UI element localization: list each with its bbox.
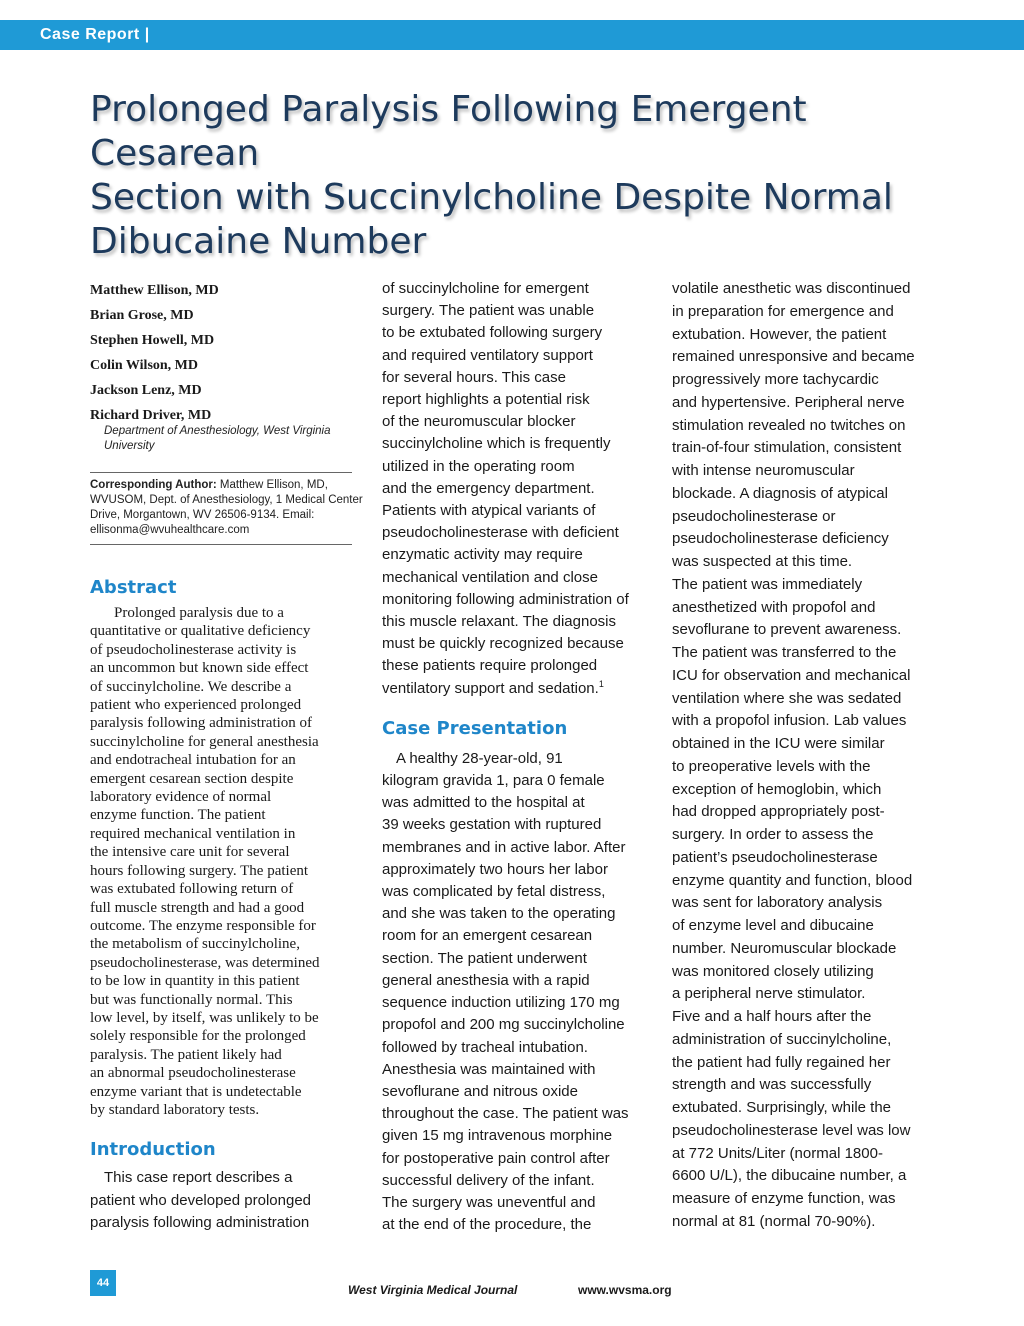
text-line: followed by tracheal intubation. [382, 1038, 588, 1056]
text-line: of succinylcholine for emergent [382, 280, 589, 297]
text-line: kilogram gravida 1, para 0 female [382, 772, 605, 790]
text-line: administration of succinylcholine, [672, 1030, 892, 1048]
text-line: stimulation revealed no twitches on [672, 416, 906, 434]
text-line: quantitative or qualitative deficiency [90, 623, 311, 640]
text-line: mechanical ventilation and close [382, 568, 598, 586]
text-line: required mechanical ventilation in [90, 825, 296, 842]
text-line: patient who developed prolonged [90, 1191, 312, 1209]
text-line: report highlights a potential risk [382, 391, 590, 409]
text-line: was monitored closely utilizing [672, 962, 874, 980]
text-line: and required ventilatory support [382, 346, 593, 364]
text-line: was sent for laboratory analysis [672, 894, 883, 912]
text-line: with intense neuromuscular [672, 462, 855, 479]
corresponding-label: Corresponding Author: [90, 479, 217, 491]
divider [90, 544, 352, 545]
text-line: this muscle relaxant. The diagnosis [382, 613, 617, 631]
text-line: pseudocholinesterase with deficient [382, 524, 619, 542]
text-line: propofol and 200 mg succinylcholine [382, 1016, 625, 1034]
middle-column [382, 278, 652, 1236]
text-line: and the emergency department. [382, 479, 595, 497]
text-line: these patients require prolonged [382, 657, 598, 675]
text-line: number. Neuromuscular blockade [672, 939, 897, 957]
text-line: patient who experienced prolonged [90, 697, 302, 714]
text-line: and endotracheal intubation for an [90, 752, 296, 769]
text-line: volatile anesthetic was discontinued [672, 280, 911, 297]
text-line: ventilation where she was sedated [672, 689, 902, 707]
text-line: 39 weeks gestation with ruptured [382, 816, 602, 834]
case-presentation-heading: Case Presentation [382, 717, 568, 739]
text-line: the metabolism of succinylcholine, [90, 936, 300, 953]
text-line: sevoflurane and nitrous oxide [382, 1082, 578, 1100]
text-line: had dropped appropriately post- [672, 803, 885, 821]
text-line: at the end of the procedure, the [382, 1216, 592, 1234]
text-line: The patient was immediately [672, 575, 863, 593]
text-line: paralysis following administration [90, 1213, 310, 1231]
journal-name: West Virginia Medical Journal [348, 1283, 518, 1297]
text-line: emergent cesarean section despite [90, 770, 294, 787]
text-line: This case report describes a [104, 1169, 293, 1187]
text-line: strength and was successfully [672, 1076, 872, 1094]
text-line: must be quickly recognized because [382, 635, 624, 653]
text-line: Patients with atypical variants of [382, 502, 596, 520]
text-line: succinylcholine which is frequently [382, 435, 611, 453]
text-line: to be extubated following surgery [382, 324, 603, 342]
text-line: surgery. The patient was unable [382, 302, 595, 320]
text-line: for postoperative pain control after [382, 1149, 610, 1167]
text-line: to preoperative levels with the [672, 757, 871, 775]
corresponding-line: Matthew Ellison, MD, [216, 479, 328, 491]
text-line: pseudocholinesterase, was determined [90, 954, 320, 971]
text-line: extubated. Surprisingly, while the [672, 1099, 892, 1116]
text-line: of the neuromuscular blocker [382, 413, 576, 431]
text-line: hours following surgery. The patient [90, 862, 309, 879]
text-line: paralysis. The patient likely had [90, 1046, 282, 1063]
text-line: an abnormal pseudocholinesterase [90, 1065, 296, 1082]
text-line: laboratory evidence of normal [90, 789, 272, 806]
title-line: Prolonged Paralysis Following Emergent Cesarean [90, 89, 807, 174]
text-line: measure of enzyme function, was [672, 1190, 896, 1207]
text-line: enzyme variant that is undetectable [90, 1083, 302, 1100]
text-line: but was functionally normal. This [90, 991, 293, 1008]
text-line: pseudocholinesterase level was low [672, 1121, 911, 1139]
text-line: obtained in the ICU were similar [672, 735, 885, 752]
corresponding-line: Drive, Morgantown, WV 26506-9134. Email: [90, 509, 315, 521]
text-line: given 15 mg intravenous morphine [382, 1127, 613, 1145]
text-line: and she was taken to the operating [382, 905, 616, 923]
title-line: Section with Succinylcholine Despite Normal [90, 177, 893, 218]
text-line: in preparation for emergence and [672, 302, 894, 320]
text-line: successful delivery of the infant. [382, 1171, 595, 1189]
text-line: enzyme quantity and function, blood [672, 871, 913, 889]
text-line: blockade. A diagnosis of atypical [672, 484, 888, 502]
text-line: for several hours. This case [382, 368, 566, 386]
author-list [90, 278, 352, 428]
text-line: pseudocholinesterase deficiency [672, 530, 889, 548]
text-line: 6600 U/L), the dibucaine number, a [672, 1167, 907, 1185]
text-line: and hypertensive. Peripheral nerve [672, 393, 905, 411]
page-number-badge: 44 [90, 1270, 116, 1296]
author-name: Matthew Ellison, MD [90, 283, 219, 298]
text-line: A healthy 28-year-old, 91 [396, 749, 563, 767]
text-line: pseudocholinesterase or [672, 507, 836, 525]
text-line: Prolonged paralysis due to a [114, 605, 284, 621]
author-name: Brian Grose, MD [90, 308, 194, 323]
abstract-body [90, 604, 352, 1119]
section-header-bar [0, 20, 1024, 50]
text-line: at 772 Units/Liter (normal 1800- [672, 1144, 883, 1162]
text-line: solely responsible for the prolonged [90, 1028, 306, 1045]
text-line: to be low in quantity in this patient [90, 973, 300, 990]
abstract-heading: Abstract [90, 577, 177, 598]
text-line: The surgery was uneventful and [382, 1193, 596, 1211]
text-line: was suspected at this time. [672, 553, 853, 570]
text-line: extubation. However, the patient [672, 325, 887, 343]
text-line: remained unresponsive and became [672, 348, 915, 366]
text-line: ICU for observation and mechanical [672, 666, 911, 684]
text-line: throughout the case. The patient was [382, 1105, 629, 1123]
text-line: general anesthesia with a rapid [382, 971, 590, 989]
text-line: of succinylcholine. We describe a [90, 678, 292, 695]
text-line: exception of hemoglobin, which [672, 780, 882, 798]
text-line: enzyme function. The patient [90, 807, 266, 824]
text-line: was extubated following return of [90, 881, 294, 898]
corresponding-email: ellisonma@wvuhealthcare.com [90, 524, 250, 536]
text-line: low level, by itself, was unlikely to be [90, 1009, 319, 1026]
text-line: was complicated by fetal distress, [382, 883, 606, 901]
author-name: Colin Wilson, MD [90, 358, 199, 373]
case-presentation-body-continued [672, 278, 962, 1234]
text-line: of enzyme level and dibucaine [672, 917, 874, 934]
introduction-body-start [90, 1167, 352, 1234]
text-line: by standard laboratory tests. [90, 1101, 260, 1118]
left-column [90, 278, 363, 1234]
text-line: paralysis following administration of [90, 715, 313, 732]
affiliation-line: Department of Anesthesiology, West Virginia [104, 425, 331, 437]
text-line: outcome. The enzyme responsible for [90, 917, 316, 934]
text-line: the intensive care unit for several [90, 844, 290, 861]
text-line: train-of-four stimulation, consistent [672, 439, 902, 457]
text-line: the patient had fully regained her [672, 1053, 891, 1071]
journal-url[interactable]: www.wvsma.org [578, 1283, 672, 1297]
text-line: full muscle strength and had a good [90, 899, 305, 916]
text-line: succinylcholine for general anesthesia [90, 733, 319, 750]
text-line: Anesthesia was maintained with [382, 1060, 596, 1078]
text-line: an uncommon but known side effect [90, 660, 309, 677]
text-line: approximately two hours her labor [382, 860, 608, 878]
introduction-body-continued [382, 278, 652, 700]
text-line: a peripheral nerve stimulator. [672, 985, 866, 1003]
text-line: enzymatic activity may require [382, 546, 583, 564]
section-label: Case Report | [40, 26, 150, 43]
text-line: with a propofol infusion. Lab values [672, 712, 907, 730]
case-presentation-body [382, 748, 652, 1236]
text-line: was admitted to the hospital at [382, 794, 585, 812]
corresponding-author [90, 473, 363, 544]
text-line: ventilatory support and sedation. [382, 679, 599, 697]
right-column [672, 278, 962, 1234]
affiliation-line: University [104, 440, 155, 452]
author-name: Richard Driver, MD [90, 408, 212, 423]
text-line: anesthetized with propofol and [672, 598, 876, 616]
text-line: The patient was transferred to the [672, 644, 897, 661]
text-line: normal at 81 (normal 70-90%). [672, 1212, 876, 1230]
text-line: section. The patient underwent [382, 949, 587, 967]
author-name: Stephen Howell, MD [90, 333, 215, 348]
text-line: monitoring following administration of [382, 590, 629, 608]
text-line: of pseudocholinesterase activity is [90, 641, 297, 658]
text-line: Five and a half hours after the [672, 1008, 872, 1025]
reference-marker[interactable]: 1 [598, 678, 604, 689]
text-line: sequence induction utilizing 170 mg [382, 994, 620, 1012]
text-line: sevoflurane to prevent awareness. [672, 621, 902, 639]
article-title [90, 88, 970, 264]
text-line: surgery. In order to assess the [672, 826, 874, 843]
title-line: Dibucaine Number [90, 221, 427, 262]
text-line: membranes and in active labor. After [382, 838, 626, 856]
text-line: utilized in the operating room [382, 457, 575, 475]
author-name: Jackson Lenz, MD [90, 383, 202, 398]
text-line: room for an emergent cesarean [382, 927, 593, 945]
affiliation [104, 424, 352, 454]
text-line: progressively more tachycardic [672, 371, 879, 388]
text-line: patient’s pseudocholinesterase [672, 848, 878, 866]
introduction-heading: Introduction [90, 1139, 216, 1161]
corresponding-line: WVUSOM, Dept. of Anesthesiology, 1 Medical Center [90, 494, 363, 506]
